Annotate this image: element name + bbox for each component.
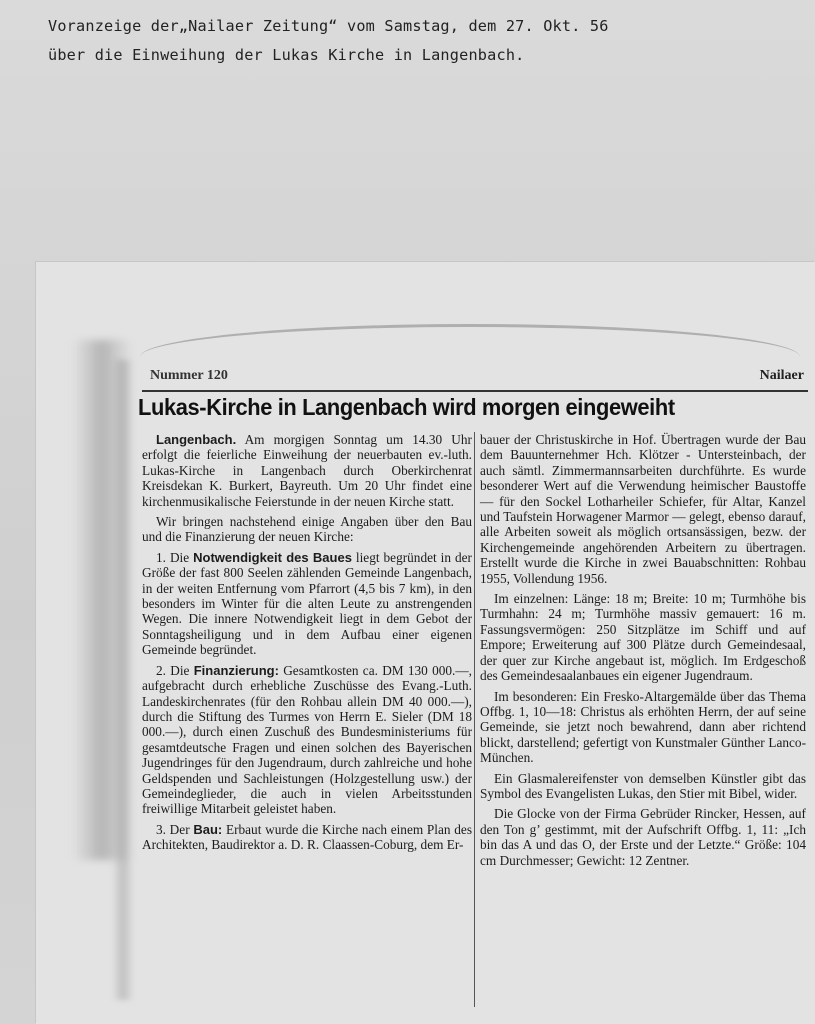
paragraph-financing: 2. Die Finanzierung: Gesamtkosten ca. DM 130 000.—, aufgebracht durch erhebliche Zuschüsse des Evang.-Luth. Landeskirchenrates (für den Rohbau allein DM 40 000.—), durch die Stiftung des Turmes von Herrn E. Sieler (DM 18 000.—), durch einen Zuschuß des Bundesministeriums für gesamtdeutsche Fragen und einen solchen des Bayerischen Jugendringes für den Jugendraum, durch zahlreiche und hohe Geldspenden und Sachleistungen (Holzgestellung usw.) der Gemeindeglieder, die auch in vielen Arbeitsstunden freiwillige Mitarbeit geleistet haben. [142, 662, 472, 817]
paragraph-bell: Die Glocke von der Firma Gebrüder Rincker, Hessen, auf den Ton g’ gestimmt, mit der Aufschrift Offbg. 1, 11: „Ich bin das A und das O, der Erste und der Letzte.“ Größe: 104 cm Durchmesser; Gewicht: 12 Zentner. [480, 806, 806, 868]
typed-note-line-2: über die Einweihung der Lukas Kirche in Langenbach. [48, 46, 525, 64]
paragraph-overview: Wir bringen nachstehend einige Angaben über den Bau und die Finanzierung der neuen Kirche: [142, 514, 472, 545]
paragraph-builder: bauer der Christuskirche in Hof. Übertragen wurde der Bau dem Bauunternehmer Hch. Klötzer - Untersteinbach, der auch sämtl. Zimmermannsarbeiten durchführte. Es wurde besonderer Wert auf die Verwendung heimischer Baustoffe — für den Sockel Lotharheiler Schiefer, für Altar, Kanzel und Taufstein Horwagener Marmor — gelegt, ebenso darauf, alle Arbeiten soweit als möglich ortsansässigen, bezw. der Kirchengemeinde angehörenden Arbeitern zu übertragen. Erstellt wurde die Kirche in zwei Bauabschnitten: Rohbau 1955, Vollendung 1956. [480, 432, 806, 586]
paragraph-construction: 3. Der Bau: Erbaut wurde die Kirche nach einem Plan des Architekten, Baudirektor a. D. R. Claassen-Coburg, dem Er- [142, 821, 472, 853]
issue-label: Nummer 120 [150, 368, 228, 383]
column-divider [474, 432, 475, 1007]
article-headline: Lukas-Kirche in Langenbach wird morgen eingeweiht [138, 394, 675, 420]
paragraph-window: Ein Glasmalereifenster von demselben Künstler gibt das Symbol des Evangelisten Lukas, den Stier mit Bibel, wider. [480, 770, 806, 801]
dateline: Langenbach. [156, 432, 237, 447]
typed-note [48, 12, 808, 70]
scan-smudge-secondary [112, 360, 134, 1000]
typed-note-line-1: Voranzeige der„Nailaer Zeitung“ vom Samstag, dem 27. Okt. 56 [48, 17, 609, 35]
newspaper-header [142, 362, 808, 392]
paper-name: Nailaer [759, 368, 804, 383]
article-column-left [142, 432, 472, 858]
paragraph-necessity: 1. Die Notwendigkeit des Baues liegt begründet in der Größe der fast 800 Seelen zählenden Gemeinde Langenbach, in der weiten Entfernung vom Pfarrort (4,5 bis 7 km), in den besonders im Winter für die alten Leute zu anstrengenden Wegen. Die innere Notwendigkeit liegt in dem Gebot der Sonntagsheiligung und in dem Aufbau einer eigenen Gemeinde begründet. [142, 549, 472, 658]
paragraph-dimensions: Im einzelnen: Länge: 18 m; Breite: 10 m; Turmhöhe bis Turmhahn: 24 m; Turmhöhe massiv gemauert: 16 m. Fassungsvermögen: 250 Sitzplätze im Schiff und auf Empore; Erweiterung auf 300 Plätze durch Gemeindesaal, der quer zur Kirche angebaut ist, möglich. Im Erdgeschoß des Gemeindesaalanbaues ein eigener Jugendraum. [480, 591, 806, 684]
article-column-right [480, 432, 806, 873]
paragraph-fresco: Im besonderen: Ein Fresko-Altargemälde über das Thema Offbg. 1, 10—18: Christus als erhöhten Herrn, der auf seine Gemeinde, sie jetzt noch bewahrend, dann aber richtend blickt, darstellend; gefertigt von Kunstmaler Günther Lanco-München. [480, 688, 806, 766]
paragraph-intro: Langenbach. Am morgigen Sonntag um 14.30 Uhr erfolgt die feierliche Einweihung der neuerbauten ev.-luth. Lukas-Kirche in Langenbach durch Oberkirchenrat Kreisdekan K. Burkert, Bayreuth. Um 20 Uhr findet eine kirchenmusikalische Feierstunde in der neuen Kirche statt. [142, 432, 472, 509]
